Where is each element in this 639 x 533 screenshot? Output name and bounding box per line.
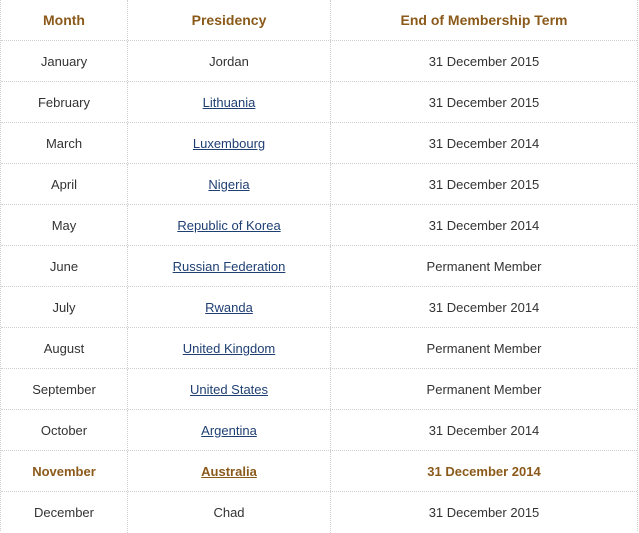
table-row: [1, 369, 637, 410]
table-row: [1, 492, 637, 533]
term-cell: 31 December 2014: [427, 463, 541, 479]
month-cell: March: [1, 123, 128, 163]
presidency-text: Jordan: [209, 53, 249, 69]
presidency-link[interactable]: Australia: [201, 463, 257, 479]
presidency-cell: [128, 41, 331, 81]
presidency-cell: [128, 410, 331, 450]
header-term: End of Membership Term: [400, 12, 568, 28]
presidency-cell: [128, 287, 331, 327]
table-row: [1, 82, 637, 123]
term-cell: 31 December 2014: [428, 299, 540, 315]
term-cell: 31 December 2015: [428, 53, 540, 69]
month-cell: December: [1, 492, 128, 533]
header-presidency: Presidency: [128, 0, 331, 40]
presidency-link[interactable]: Rwanda: [205, 299, 253, 315]
presidency-link[interactable]: Luxembourg: [192, 135, 266, 151]
table-row: [1, 164, 637, 205]
month-cell: September: [1, 369, 128, 409]
presidency-link[interactable]: Argentina: [201, 422, 257, 438]
table-row: [1, 41, 637, 82]
presidency-cell: [128, 82, 331, 122]
table-row: [1, 123, 637, 164]
term-cell: 31 December 2014: [428, 217, 540, 233]
table-row: [1, 246, 637, 287]
month-cell: August: [1, 328, 128, 368]
term-cell: 31 December 2014: [428, 135, 540, 151]
term-cell: Permanent Member: [426, 258, 542, 274]
month-cell: May: [1, 205, 128, 245]
presidency-cell: [128, 492, 331, 533]
month-cell: July: [1, 287, 128, 327]
term-cell: 31 December 2015: [428, 94, 540, 110]
header-month: Month: [1, 0, 128, 40]
presidency-cell: [128, 246, 331, 286]
term-cell: Permanent Member: [426, 381, 542, 397]
presidency-link[interactable]: United Kingdom: [182, 340, 276, 356]
presidency-cell: [128, 451, 331, 491]
month-cell: June: [1, 246, 128, 286]
presidency-cell: [128, 123, 331, 163]
presidency-link[interactable]: Republic of Korea: [177, 217, 281, 233]
presidency-cell: [128, 205, 331, 245]
term-cell: 31 December 2015: [428, 505, 540, 520]
presidency-link[interactable]: United States: [189, 381, 269, 397]
table-row-current: [1, 451, 637, 492]
month-cell: April: [1, 164, 128, 204]
table-header-row: [1, 0, 637, 41]
table-row: [1, 410, 637, 451]
presidency-link[interactable]: Russian Federation: [172, 258, 286, 274]
presidency-text: Chad: [213, 505, 245, 520]
term-cell: 31 December 2014: [428, 422, 540, 438]
month-cell: November: [1, 451, 128, 491]
table-row: [1, 328, 637, 369]
presidency-cell: [128, 369, 331, 409]
month-cell: February: [1, 82, 128, 122]
presidency-link[interactable]: Lithuania: [202, 94, 256, 110]
presidency-cell: [128, 328, 331, 368]
presidency-cell: [128, 164, 331, 204]
month-cell: January: [1, 41, 128, 81]
term-cell: Permanent Member: [426, 340, 542, 356]
table-row: [1, 287, 637, 328]
month-cell: October: [1, 410, 128, 450]
term-cell: 31 December 2015: [428, 176, 540, 192]
presidency-link[interactable]: Nigeria: [208, 176, 250, 192]
table-row: [1, 205, 637, 246]
